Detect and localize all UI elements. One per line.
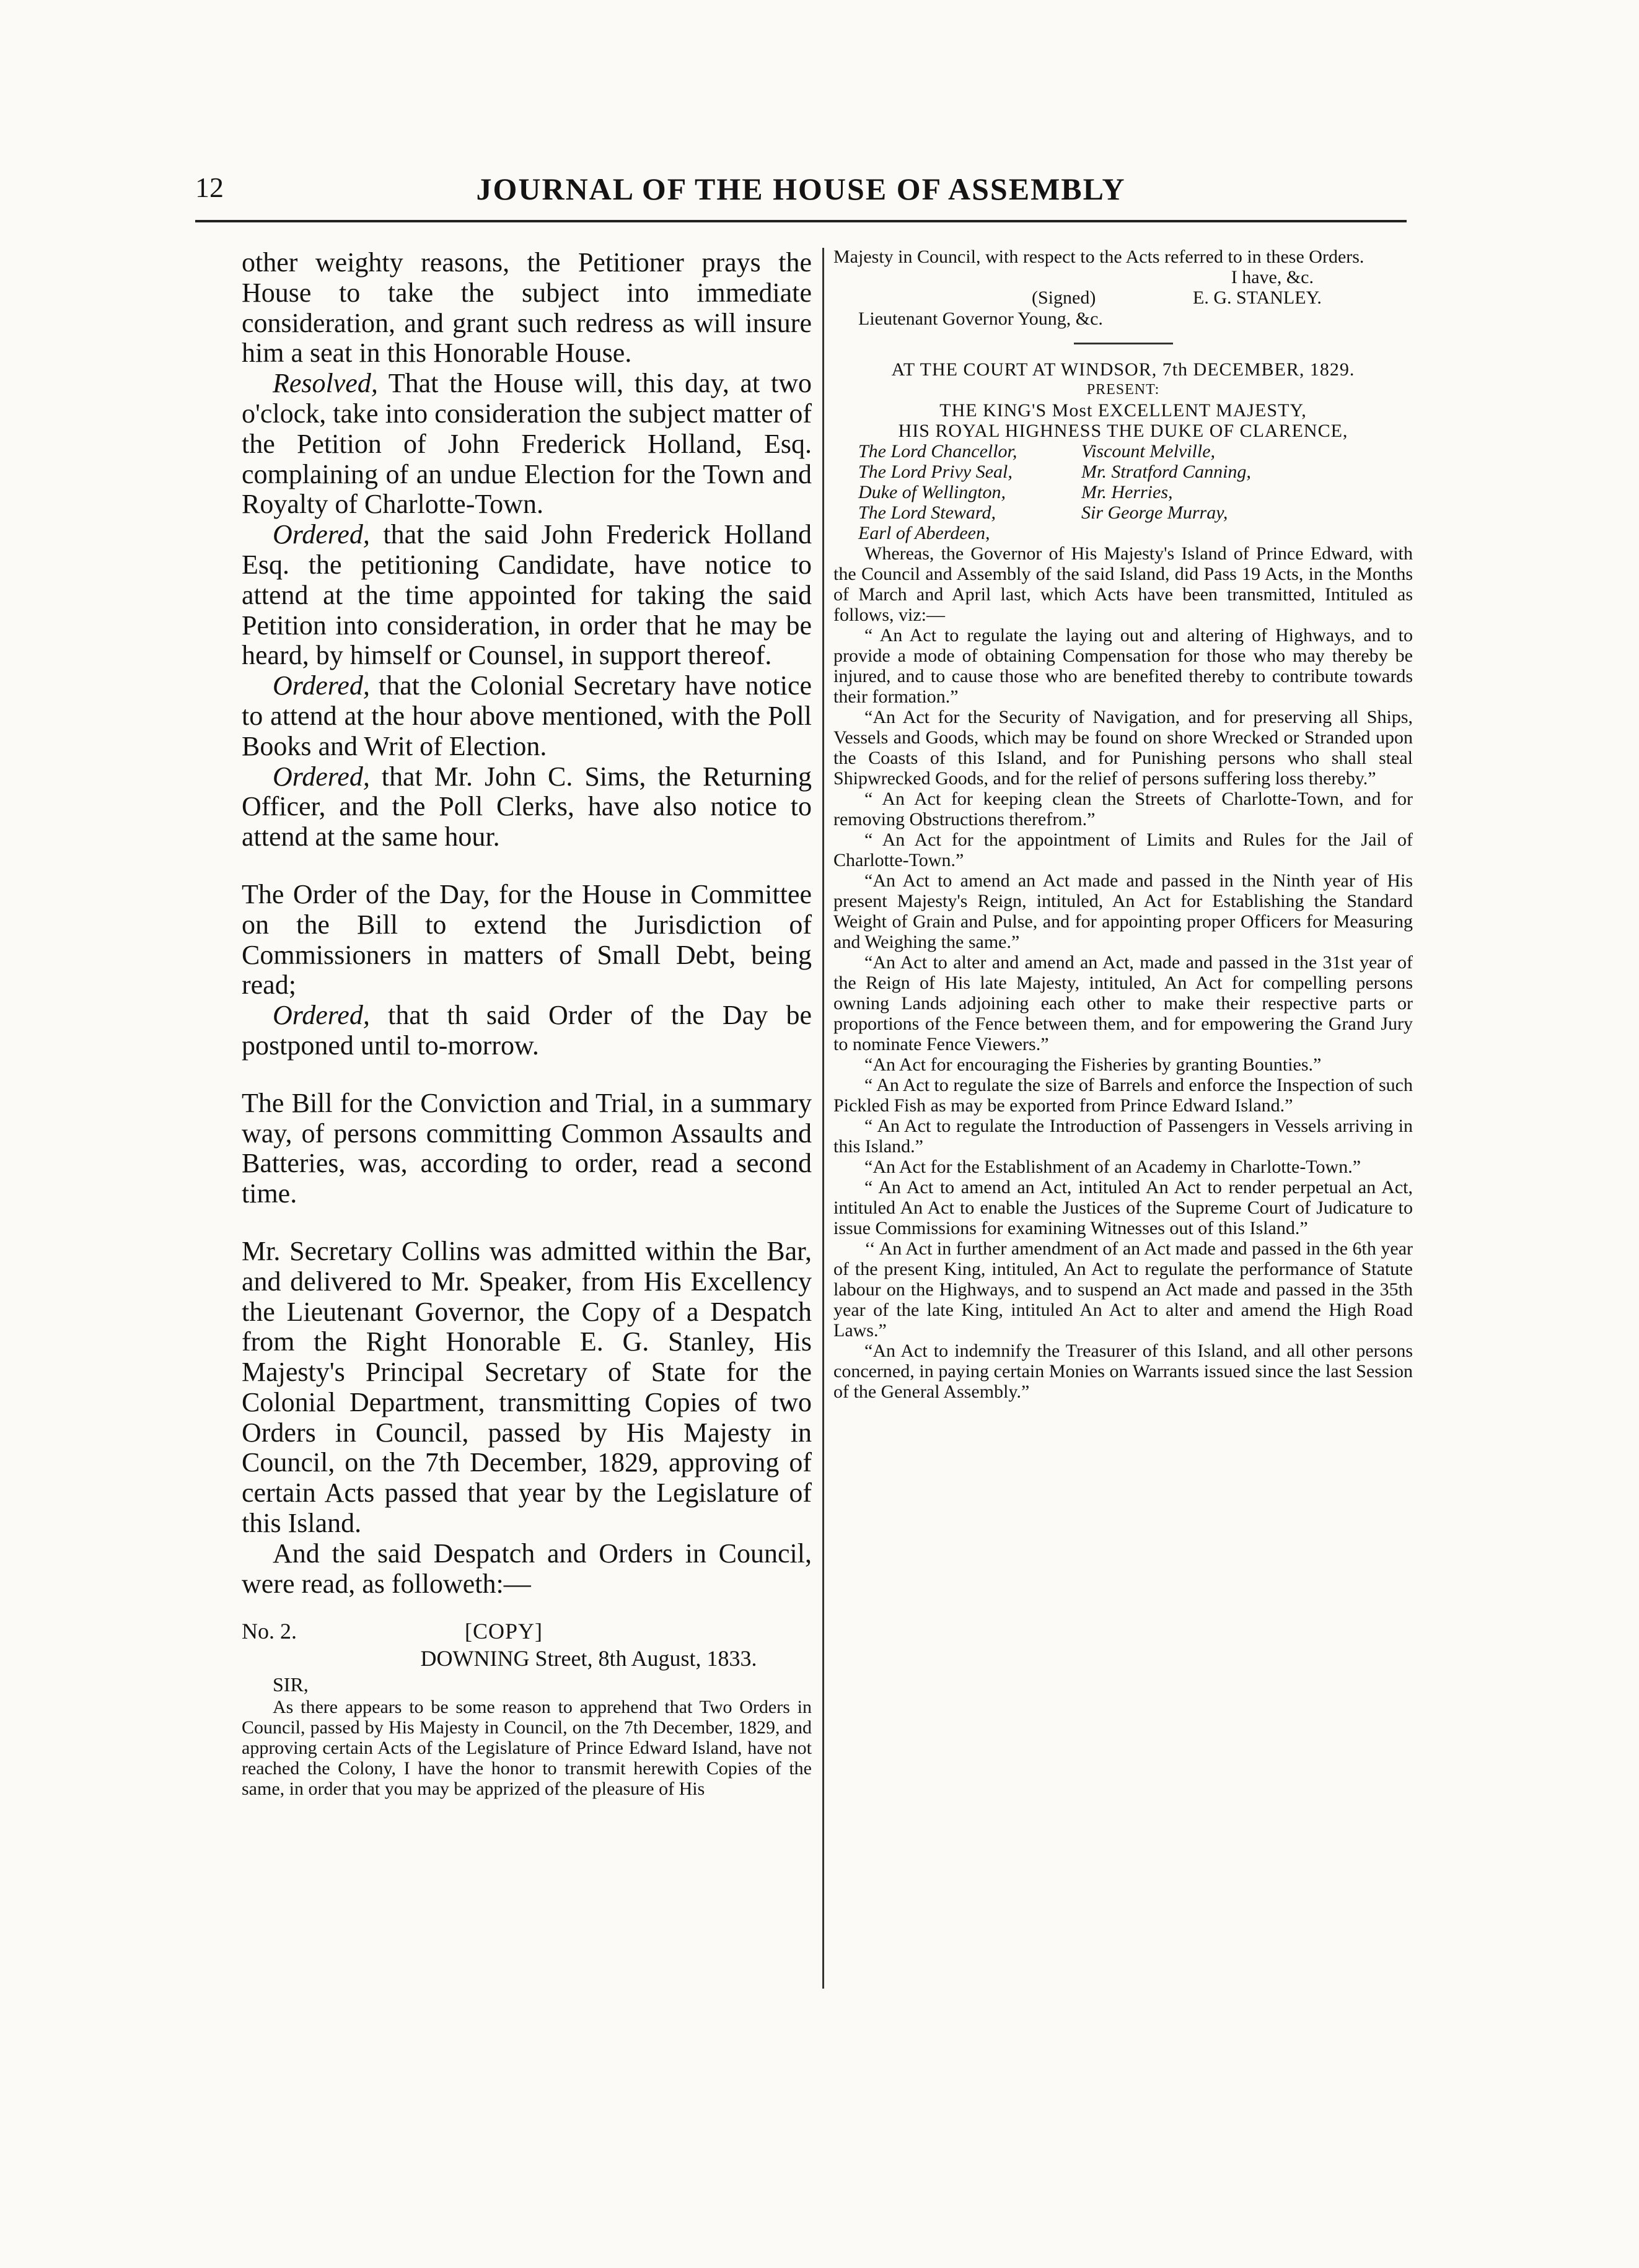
act-title: “An Act for encouraging the Fisheries by granting Bounties.” [864,1054,1322,1075]
section-rule [1074,343,1173,344]
act-title: “An Act for the Security of Navigation, and for preserving all Ships, Vessels and Goods, which may be found on shore Wrecked or Stranded upon the Coasts of this Island, and for Punishing persons who shall steal Shipwrecked Goods, and for the relief of persons suffering loss thereby.” [833,707,1413,789]
letter-date: DOWNING Street, 8th August, 1833. [420,1646,757,1671]
resolved-label: Resolved, [273,368,378,399]
council-member: Duke of Wellington, [858,482,1006,502]
paragraph-text: that Mr. John C. Sims, the Returning Officer, and the Poll Clerks, have also notice to attend at the same hour. [242,761,812,852]
act-title: “ An Act for keeping clean the Streets of Charlotte-Town, and for removing Obstructions therefrom.” [833,789,1413,830]
letter-continuation: Majesty in Council, with respect to the Acts referred to in these Orders. [833,247,1364,267]
whereas-paragraph: Whereas, the Governor of His Majesty's Island of Prince Edward, with the Council and Assembly of the said Island, did Pass 19 Acts, in the Months of March and April last, which Acts have been transmitted, Intituled as follows, viz:— [833,543,1413,625]
salutation: SIR, [273,1673,309,1696]
ordered-label: Ordered, [273,670,370,701]
council-member: Earl of Aberdeen, [858,523,990,543]
paragraph [242,369,812,520]
act-title: ‘‘ An Act in further amendment of an Act made and passed in the 6th year of the present King, intituled, An Act to regulate the performance of Statute labour on the Highways, and to suspend an Act made and passed in the 35th year of the late King, intituled An Act to alter and amend the High Road Laws.” [833,1238,1413,1341]
council-member: Mr. Herries, [1081,482,1173,502]
right-column [833,247,1413,1402]
paragraph-text: that th said Order of the Day be postponed until to-morrow. [242,1000,812,1061]
copy-label: [COPY] [465,1619,543,1644]
paragraph: And the said Despatch and Orders in Council, were read, as followeth:— [242,1538,812,1599]
page-header [195,171,1407,214]
running-head: JOURNAL OF THE HOUSE OF ASSEMBLY [476,172,1126,206]
privy-council-names [858,441,1413,543]
act-title: “An Act to alter and amend an Act, made and passed in the 31st year of the Reign of His late Majesty, intituled, An Act for compelling persons owning Lands adjoining each other to make their respective parts or proportions of the Fence between them, and for empowering the Grand Jury to nominate Fence Viewers.” [833,952,1413,1054]
ordered-label: Ordered, [273,519,370,550]
left-column [242,248,812,1799]
paragraph: other weighty reasons, the Petitioner prays the House to take the subject into immediate consideration, and grant such redress as will insure him a seat in this Honorable House. [242,247,812,369]
paragraph: The Bill for the Conviction and Trial, in a summary way, of persons committing Common Assaults and Batteries, was, according to order, read a second time. [242,1087,812,1209]
act-title: “ An Act to regulate the size of Barrels and enforce the Inspection of such Pickled Fish as may be exported from Prince Edward Island.” [833,1075,1413,1116]
council-member: The Lord Chancellor, [858,441,1017,462]
act-title: “ An Act to amend an Act, intituled An Act to render perpetual an Act, intituled An Act to enable the Justices of the Supreme Court of Judicature to issue Commissions for examining Witnesses out of this Island.” [833,1177,1413,1238]
closing: I have, &c. [1231,267,1314,287]
council-member: Viscount Melville, [1081,441,1216,462]
paragraph [242,671,812,761]
header-rule [195,220,1407,222]
duke-of-clarence: HIS ROYAL HIGHNESS THE DUKE OF CLARENCE, [898,421,1348,441]
paragraph [242,1000,812,1061]
act-title: “An Act to amend an Act made and passed in the Ninth year of His present Majesty's Reign, intituled, An Act for Establishing the Standard Weight of Grain and Pulse, and for appointing proper Officers for Measuring and Weighing the same.” [833,870,1413,952]
act-title: “ An Act for the appointment of Limits and Rules for the Jail of Charlotte-Town.” [833,830,1413,870]
present-label: PRESENT: [1086,382,1160,398]
signature-line [833,287,1413,309]
paragraph-text: that the said John Frederick Holland Esq. the petitioning Candidate, have notice to attend at the time appointed for taking the said Petition into consideration, in order that he may be heard, by himself or Counsel, in support thereof. [242,519,812,671]
paragraph-text: that the Colonial Secretary have notice to attend at the hour above mentioned, with the Poll Books and Writ of Election. [242,670,812,761]
page-number: 12 [195,172,224,203]
council-member: Sir George Murray, [1081,502,1228,523]
letter-body: As there appears to be some reason to apprehend that Two Orders in Council, passed by His Majesty in Council, on the 7th December, 1829, and approving certain Acts of the Legislature of Prince Edward Island, have not reached the Colony, I have the honor to transmit herewith Copies of the same, in order that you may be apprized of the pleasure of His [242,1697,812,1800]
council-member: The Lord Steward, [858,502,996,523]
act-title: “An Act for the Establishment of an Academy in Charlotte-Town.” [864,1157,1361,1177]
paragraph-text: That the House will, this day, at two o'clock, take into consideration the subject matter of the Petition of John Frederick Holland, Esq. complaining of an undue Election for the Town and Royalty of Charlotte-Town. [242,368,812,520]
council-member: The Lord Privy Seal, [858,462,1013,482]
addressee: Lieutenant Governor Young, &c. [858,309,1103,329]
kings-majesty: THE KING'S Most EXCELLENT MAJESTY, [939,400,1307,421]
paragraph [242,520,812,671]
paragraph: Mr. Secretary Collins was admitted within the Bar, and delivered to Mr. Speaker, from His Excellency the Lieutenant Governor, the Copy of a Despatch from the Right Honorable E. G. Stanley, His Majesty's Principal Secretary of State for the Colonial Department, transmitting Copies of two Orders in Council, passed by His Majesty in Council, on the 7th December, 1829, approving of certain Acts passed that year by the Legislature of this Island. [242,1235,812,1539]
act-title: “ An Act to regulate the laying out and altering of Highways, and to provide a mode of obtaining Compensation for those who may thereby be injured, and to cause those who are benefited thereby to contribute towards their formation.” [833,625,1413,707]
signed-label: (Signed) [1032,287,1096,308]
letter-heading [242,1614,812,1645]
paragraph: The Order of the Day, for the House in Committee on the Bill to extend the Jurisdiction of Commissioners in matters of Small Debt, being read; [242,878,812,1000]
ordered-label: Ordered, [273,1000,370,1031]
council-member [1081,523,1292,543]
act-title: “An Act to indemnify the Treasurer of this Island, and all other persons concerned, in paying certain Monies on Warrants issued since the last Session of the General Assembly.” [833,1341,1413,1402]
court-heading: AT THE COURT AT WINDSOR, 7th DECEMBER, 1829. [891,359,1355,380]
signer-name: E. G. STANLEY. [1193,287,1322,308]
ordered-label: Ordered, [273,761,370,792]
letter-number: No. 2. [242,1619,297,1644]
council-member: Mr. Stratford Canning, [1081,462,1251,482]
paragraph [242,762,812,852]
column-divider [822,248,824,1989]
act-title: “ An Act to regulate the Introduction of Passengers in Vessels arriving in this Island.” [833,1116,1413,1157]
